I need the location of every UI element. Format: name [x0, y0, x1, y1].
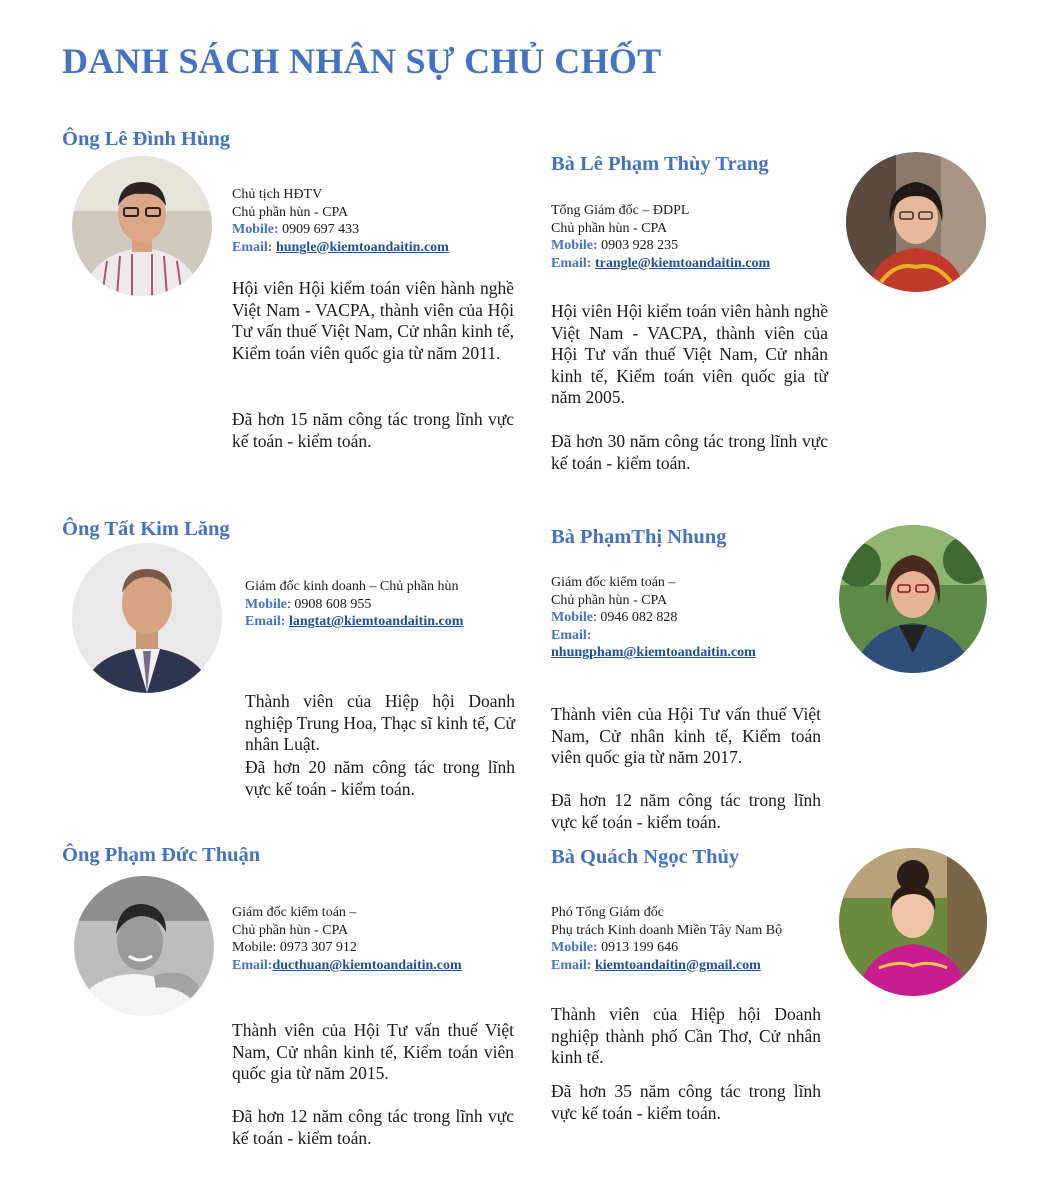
portrait-photo: [74, 876, 214, 1016]
role-line: Chủ phần hùn - CPA: [551, 220, 668, 236]
email-line: [551, 957, 782, 975]
role-line: Chủ phần hùn - CPA: [232, 204, 349, 220]
email-link[interactable]: nhungpham@kiemtoandaitin.com: [551, 645, 756, 661]
mobile-number: 0909 697 433: [282, 222, 360, 238]
portrait-photo: [72, 156, 212, 296]
person-name: Ông Tất Kim Lăng: [62, 518, 230, 540]
person-name: Bà Quách Ngọc Thủy: [551, 846, 740, 868]
mobile-line: [551, 939, 782, 957]
mobile-line: [551, 609, 756, 627]
email-link[interactable]: kiemtoandaitin@gmail.com: [594, 957, 761, 973]
contact-block: [232, 904, 462, 974]
contact-block: [245, 578, 463, 631]
contact-block: [551, 202, 770, 272]
role-line: Tổng Giám đốc – ĐDPL: [551, 203, 690, 218]
experience-paragraph: Đã hơn 15 năm công tác trong lĩnh vực kế toán - kiểm toán.: [232, 409, 514, 451]
mobile-line: [232, 939, 462, 957]
email-line: [245, 613, 463, 631]
bio-paragraph: Thành viên của Hội Tư vấn thuế Việt Nam, Cử nhân kinh tế, Kiểm toán viên quốc gia từ năm 2015.: [232, 1020, 514, 1083]
portrait-photo: [839, 848, 987, 996]
role-line: Giám đốc kiểm toán –: [232, 905, 357, 920]
experience-paragraph: Đã hơn 30 năm công tác trong lĩnh vực kế toán - kiểm toán.: [551, 431, 828, 473]
role-line: Phó Tổng Giám đốc: [551, 905, 664, 920]
mobile-number: 0913 199 646: [601, 940, 679, 956]
portrait-photo: [839, 525, 987, 673]
experience-paragraph: Đã hơn 12 năm công tác trong lĩnh vực kế toán - kiểm toán.: [232, 1106, 514, 1148]
email-label: Email:: [232, 239, 273, 255]
email-label: Email:: [245, 614, 286, 630]
mobile-number: : 0946 082 828: [593, 610, 678, 626]
email-line: [551, 255, 770, 273]
email-line: [232, 957, 462, 975]
email-label: Email:: [551, 957, 592, 973]
mobile-line: [551, 237, 770, 255]
email-line: [232, 239, 449, 257]
mobile-line: [232, 221, 449, 239]
person-name: Bà PhạmThị Nhung: [551, 526, 727, 548]
email-link[interactable]: ducthuan@kiemtoandaitin.com: [272, 957, 462, 973]
portrait-photo: [846, 152, 986, 292]
mobile-label: Mobile:: [551, 940, 598, 956]
email-label: Email:: [232, 957, 273, 973]
mobile-label: Mobile: [245, 596, 287, 612]
contact-block: [551, 904, 782, 974]
bio-paragraph: Hội viên Hội kiểm toán viên hành nghề Việt Nam - VACPA, thành viên của Hội Tư vấn thuế Việt Nam, Cử nhân kinh tế, Kiểm toán viên quốc gia từ năm 2011.: [232, 278, 514, 363]
contact-block: [232, 186, 449, 256]
email-line: [551, 627, 756, 645]
role-line: Chủ tịch HĐTV: [232, 187, 323, 202]
email-line: [551, 644, 756, 662]
experience-paragraph: Đã hơn 20 năm công tác trong lĩnh vực kế toán - kiểm toán.: [245, 757, 515, 799]
portrait-photo: [72, 543, 222, 693]
contact-block: [551, 574, 756, 662]
experience-paragraph: Đã hơn 12 năm công tác trong lĩnh vực kế toán - kiểm toán.: [551, 790, 821, 832]
person-name: Ông Lê Đình Hùng: [62, 128, 231, 150]
mobile-label: Mobile: [551, 610, 593, 626]
role-line: Chủ phần hùn - CPA: [551, 592, 668, 608]
mobile-line: [245, 596, 463, 614]
email-link[interactable]: hungle@kiemtoandaitin.com: [275, 239, 449, 255]
email-label: Email:: [551, 255, 592, 271]
page-title: DANH SÁCH NHÂN SỰ CHỦ CHỐT: [62, 41, 662, 81]
email-link[interactable]: trangle@kiemtoandaitin.com: [594, 255, 771, 271]
mobile-number: 0903 928 235: [601, 238, 679, 254]
email-label: Email:: [551, 627, 592, 643]
mobile-label: Mobile:: [551, 238, 598, 254]
bio-paragraph: Thành viên của Hiệp hội Doanh nghiệp Trung Hoa, Thạc sĩ kinh tế, Cử nhân Luật.: [245, 691, 515, 754]
mobile-number: Mobile: 0973 307 912: [232, 940, 357, 956]
person-name: Bà Lê Phạm Thùy Trang: [551, 153, 769, 175]
bio-paragraph: Hội viên Hội kiểm toán viên hành nghề Việt Nam - VACPA, thành viên của Hội Tư vấn thuế Việt Nam, Cử nhân kinh tế, Kiểm toán viên quốc gia từ năm 2005.: [551, 301, 828, 407]
role-line: Giám đốc kiểm toán –: [551, 575, 676, 590]
role-line: Chủ phần hùn - CPA: [232, 922, 349, 938]
experience-paragraph: Đã hơn 35 năm công tác trong lĩnh vực kế toán - kiểm toán.: [551, 1081, 821, 1123]
mobile-number: : 0908 608 955: [287, 596, 372, 612]
bio-paragraph: Thành viên của Hội Tư vấn thuế Việt Nam, Cử nhân kinh tế, Kiểm toán viên quốc gia từ năm 2017.: [551, 704, 821, 767]
mobile-label: Mobile:: [232, 222, 279, 238]
email-link[interactable]: langtat@kiemtoandaitin.com: [288, 614, 464, 630]
role-line: Giám đốc kinh doanh – Chủ phần hùn: [245, 579, 459, 594]
person-name: Ông Phạm Đức Thuận: [62, 844, 261, 866]
role-line: Phụ trách Kinh doanh Miền Tây Nam Bộ: [551, 922, 783, 938]
bio-paragraph: Thành viên của Hiệp hội Doanh nghiệp thành phố Cần Thơ, Cử nhân kinh tế.: [551, 1004, 821, 1067]
